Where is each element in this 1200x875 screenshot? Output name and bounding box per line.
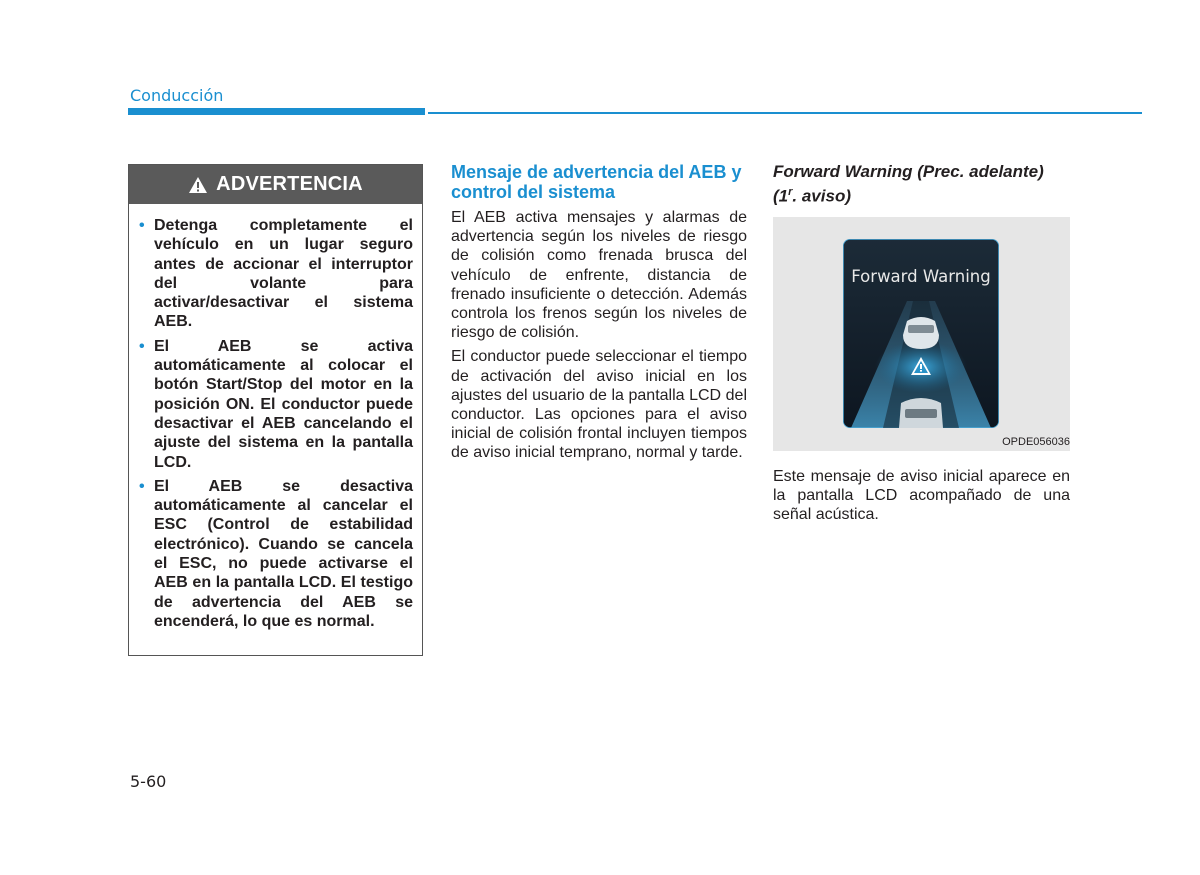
header-rule-thin — [428, 112, 1142, 114]
bullet-icon: • — [139, 217, 145, 234]
middle-heading: Mensaje de advertencia del AEB y control del sistema — [451, 162, 742, 202]
middle-paragraph: El conductor puede seleccionar el tiempo de activación del aviso inicial en los ajustes del usuario de la pantalla LCD del conductor. Las opciones para el aviso inicial de colisión frontal incluyen tiempos de aviso inicial temprano, normal y tarde. — [451, 348, 747, 462]
figure-code: OPDE056036 — [1002, 435, 1070, 448]
lcd-screen — [843, 239, 999, 428]
warning-item: • El AEB se activa automáticamente al colocar el botón Start/Stop del motor en la posición ON. El conductor puede desactivar el AEB cancelando el ajuste del sistema en la pantalla LCD. — [139, 337, 413, 471]
right-column — [773, 162, 1070, 524]
bullet-icon: • — [139, 337, 145, 355]
right-heading: Forward Warning (Prec. adelante) (1$^r$. aviso) — [773, 162, 1044, 206]
lead-vehicle-icon — [903, 317, 939, 349]
warning-item: • Detenga completamente el vehículo en un lugar seguro antes de accionar el interruptor del volante para activar/desactivar el sistema AEB. — [139, 217, 413, 331]
warning-triangle-icon — [188, 176, 208, 194]
header-rule-thick — [128, 108, 425, 115]
bullet-icon: • — [139, 477, 145, 495]
lcd-message: Forward Warning — [851, 266, 991, 286]
warning-list — [129, 204, 422, 631]
ego-vehicle-icon — [899, 398, 943, 428]
warning-box — [128, 164, 423, 656]
cluster-figure — [773, 217, 1070, 451]
warning-item: • El AEB se desactiva automáticamente al cancelar el ESC (Control de estabilidad electrónico). Cuando se cancela el ESC, no puede activarse el AEB en la pantalla LCD. El testigo de advertencia del AEB se encenderá, lo que es normal. — [139, 477, 413, 630]
section-title: Conducción — [130, 86, 224, 105]
warning-header — [129, 165, 422, 204]
middle-paragraph: El AEB activa mensajes y alarmas de advertencia según los niveles de riesgo de colisión como frenada brusca del vehículo de enfrente, distancia de frenado insuficiente o detección. Además controla los frenos según los niveles de riesgo de colisión. — [451, 209, 747, 342]
page-number: 5-60 — [130, 772, 167, 791]
figure-caption: Este mensaje de aviso inicial aparece en la pantalla LCD acompañado de una señal acústica. — [773, 467, 1070, 524]
warning-title: ADVERTENCIA — [216, 173, 363, 195]
middle-column — [451, 162, 747, 463]
